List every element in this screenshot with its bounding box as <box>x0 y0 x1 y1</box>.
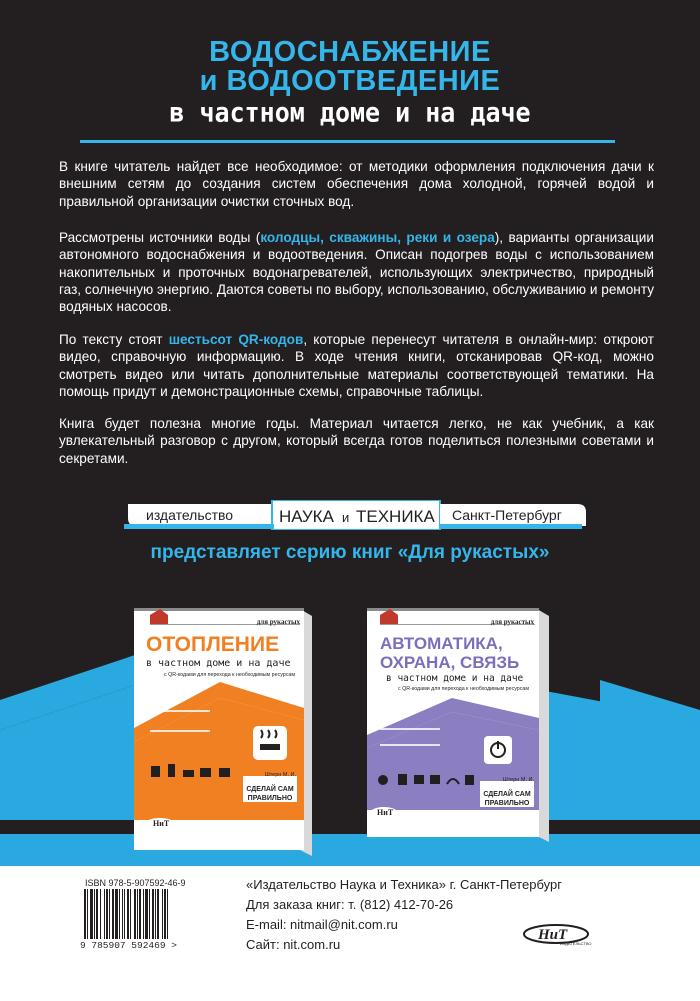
barcode-bar <box>96 889 98 939</box>
barcode-bar <box>143 889 144 939</box>
logo-subtext: ИЗДАТЕЛЬСТВО <box>560 941 592 946</box>
paragraph-sources-text-a: Рассмотрены источники воды ( <box>59 230 261 245</box>
barcode-bar <box>115 889 118 939</box>
router-icon <box>430 775 440 784</box>
book1-badge-line2: ПРАВИЛЬНО <box>247 795 293 802</box>
isbn-digits: 9 785907 592469 > <box>80 940 177 951</box>
band-left-text: издательство <box>146 507 234 523</box>
book2-power-badge <box>484 736 512 764</box>
book1-series-tag: для рукастых <box>256 618 300 626</box>
paragraph-sources <box>59 229 654 315</box>
paragraph-qr-text-a: По тексту стоят <box>59 332 169 347</box>
barcode-bar <box>167 889 168 939</box>
paragraph-sources-highlight: колодцы, скважины, реки и озера <box>260 230 495 245</box>
thermostat-icon <box>398 774 407 785</box>
book1-title: ОТОПЛЕНИЕ <box>146 633 280 656</box>
dark-stripe <box>0 820 700 834</box>
book1-badge-line1: СДЕЛАЙ САМ <box>246 786 294 793</box>
barcode-bar <box>84 889 86 939</box>
book2-title-line1: АВТОМАТИКА, <box>380 634 503 653</box>
book2-subtitle: в частном доме и на даче <box>386 673 524 684</box>
book2-badge-line2: ПРАВИЛЬНО <box>484 800 530 807</box>
book1-heater-badge <box>253 726 287 760</box>
paragraph-qr-highlight: шестьсот QR-кодов <box>168 332 304 347</box>
barcode-bar <box>152 889 154 939</box>
barcode-bar <box>122 889 123 939</box>
contacts-block <box>246 875 562 955</box>
band-center-a: НАУКА <box>279 507 334 526</box>
barcode-bar <box>100 889 101 939</box>
contact-site[interactable]: Сайт: nit.com.ru <box>246 937 341 952</box>
barcode-bar <box>127 889 129 939</box>
contact-order: Для заказа книг: т. (812) 412-70-26 <box>246 897 454 912</box>
bell-icon <box>465 775 474 785</box>
band-center-and: и <box>342 510 350 525</box>
paragraph-closing: Книга будет полезна многие годы. Материал читается легко, не как учебник, а как увлекательный разговор с другом, который всегда готов поделиться полезными советами и секретами. <box>59 416 654 466</box>
contact-publisher: «Издательство Наука и Техника» г. Санкт-Петербург <box>246 877 562 892</box>
barcode-bar <box>87 889 88 939</box>
stripe-accent-left <box>0 834 140 840</box>
book2-series-tag: для рукастых <box>490 618 534 626</box>
book2-stripe-2 <box>380 744 440 746</box>
title-line-2: и ВОДООТВЕДЕНИЕ <box>199 65 501 97</box>
book2-badge-line1: СДЕЛАЙ САМ <box>483 791 531 798</box>
logo-text: НиТ <box>538 927 568 943</box>
gear-icon <box>378 775 388 785</box>
barcode-bar <box>164 889 166 939</box>
power-icon-bar <box>497 741 499 749</box>
contact-email[interactable]: E-mail: nitmail@nit.com.ru <box>246 917 398 932</box>
barcode-bar <box>155 889 156 939</box>
book2-note: с QR-кодами для перехода к необходимым ресурсам <box>398 686 529 692</box>
boiler-icon <box>151 766 160 777</box>
barcode-bar <box>109 889 110 939</box>
book1-subtitle: в частном доме и на даче <box>146 658 291 669</box>
barcode-bar <box>119 889 120 939</box>
thermometer-icon <box>168 764 175 777</box>
band-right-text: Санкт-Петербург <box>452 507 562 523</box>
book2-author: Штерн М. И. <box>502 777 534 783</box>
radiator-icon <box>183 770 194 777</box>
book2-logo: НиТ <box>377 808 394 817</box>
book2-stripe-1 <box>380 728 440 730</box>
book2-title-line2: ОХРАНА, СВЯЗЬ <box>380 653 520 672</box>
barcode-bar <box>157 889 159 939</box>
paragraph-sources-text-b: ), варианты организации автономного водоснабжения и водоотведения. Описан подогрев воды с использованием накопительных и проточных водонагревателей, использующих электричество, природный газ, солнечную энергию. Даются советы по выбору, использованию, обслуживанию и ремонту водяных насосов. <box>59 230 654 315</box>
band-center-b: ТЕХНИКА <box>356 507 435 526</box>
barcode-bar <box>130 889 131 939</box>
paragraph-qr <box>59 331 654 400</box>
title-line-1: ВОДОСНАБЖЕНИЕ <box>209 36 491 68</box>
barcode-bar <box>149 889 150 939</box>
barcode-bar <box>137 889 138 939</box>
barcode-bar <box>112 889 114 939</box>
footer-top-edge <box>0 860 700 866</box>
book1-logo: НиТ <box>153 819 170 828</box>
book2-top-edge <box>367 608 539 611</box>
barcode-bar <box>145 889 148 939</box>
barcode-bar <box>94 889 95 939</box>
book1-heater-base <box>260 744 280 750</box>
book-heating <box>134 608 312 856</box>
publisher-band <box>0 500 700 530</box>
barcode-bar <box>90 889 93 939</box>
book1-stripe-1 <box>150 710 210 712</box>
book-automation <box>367 608 549 842</box>
book1-note: с QR-кодами для перехода к необходимым ресурсам <box>164 672 295 678</box>
barcode-bar <box>162 889 163 939</box>
book1-stripe-2 <box>150 730 210 732</box>
barcode-bars <box>84 889 168 939</box>
valve-icon <box>219 768 230 777</box>
paragraph-qr-text-b: , которые перенесут читателя в онлайн-мир: откроют видео, справочную информацию. В ходе чтения книги, отсканировав QR-код, можно смотреть видео или читать дополнительные материалы соответствующей тематики. На помощь придут и демонстрационные схемы, справочные таблицы. <box>59 332 655 399</box>
remote-icon <box>414 775 424 784</box>
barcode-bar <box>134 889 136 939</box>
pipe-icon <box>200 768 211 777</box>
barcode-bar <box>104 889 105 939</box>
barcode-bar <box>139 889 141 939</box>
barcode-bar <box>106 889 108 939</box>
book1-author: Штерн М. И. <box>264 772 296 778</box>
barcode-bar <box>124 889 125 939</box>
title-divider <box>80 140 615 143</box>
paragraph-intro: В книге читатель найдет все необходимое: от методики оформления подключения дачи к внешним сетям до создания систем обеспечения дома холодной, горячей водой и правильной организации очистки сточных вод. <box>59 159 654 209</box>
subtitle: в частном доме и на даче <box>169 96 531 129</box>
series-announcement: представляет серию книг «Для рукастых» <box>150 542 550 563</box>
isbn-label: ISBN 978-5-907592-46-9 <box>85 878 186 888</box>
